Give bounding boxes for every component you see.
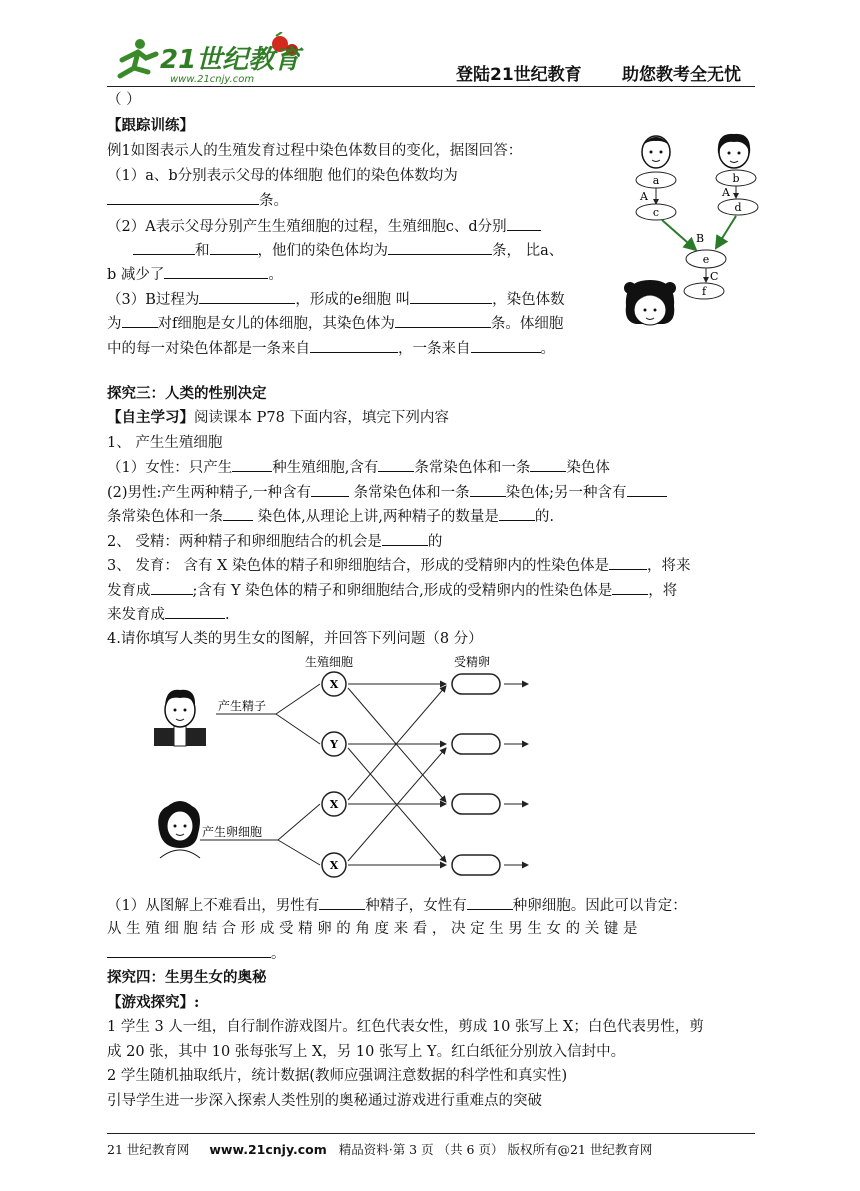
svg-text:C: C [710, 270, 719, 283]
logo [112, 32, 312, 88]
item3b: 发育成 ;含有 Y 染色体的精子和卵细胞结合,形成的受精卵内的性染色体是 ，将 [107, 580, 677, 601]
svg-text:X: X [329, 678, 339, 691]
blank[interactable] [165, 604, 225, 619]
blank[interactable] [410, 289, 492, 304]
blank[interactable] [609, 555, 647, 570]
blank[interactable] [378, 457, 414, 472]
svg-text:Y: Y [330, 738, 338, 751]
q2c: b 减少了 。 [107, 264, 283, 285]
blank[interactable] [627, 482, 667, 497]
blank[interactable] [151, 580, 193, 595]
zygote-box-1[interactable] [452, 674, 500, 694]
q2b: 和 ，他们的染色体均为 条， 比a、 [107, 240, 563, 261]
man-icon [154, 690, 206, 746]
germ-cell-y [322, 732, 346, 756]
q2a: （2）A表示父母分别产生生殖细胞的过程，生殖细胞c、d分别 [107, 216, 541, 237]
p2: 成 20 张，其中 10 张每张写上 X，另 10 张写上 Y。红白纸征分别放入信封中。 [107, 1044, 626, 1060]
slogan-left: 登陆21世纪教育 [456, 65, 582, 85]
male-line2: 条常染色体和一条 染色体,从理论上讲,两种精子的数量是 的. [107, 506, 554, 527]
game-title: 【游戏探究】: [107, 994, 200, 1011]
svg-text:X: X [329, 798, 339, 811]
blank[interactable] [107, 190, 259, 205]
zygote-box-4[interactable] [452, 855, 500, 875]
q1: （1）a、b分别表示父母的体细胞 他们的染色体数均为 [107, 168, 458, 184]
female-label: 产生卵细胞 [202, 825, 263, 839]
blank[interactable] [107, 943, 271, 958]
item3c: 来发育成 . [107, 604, 230, 625]
p3: 2 学生随机抽取纸片，统计数据(教师应强调注意数据的科学性和真实性) [107, 1068, 568, 1084]
blank[interactable] [133, 240, 195, 255]
daughter-face-icon [624, 280, 676, 325]
item2: 2、 受精：两种精子和卵细胞结合的机会是 的 [107, 531, 442, 552]
ans2: 从 生 殖 细 胞 结 合 形 成 受 精 卵 的 角 度 来 看 ， 决 定 生 男 生 女 的 关 键 是 [107, 921, 638, 937]
header-rule [107, 86, 755, 87]
q3a: （3）B过程为 ，形成的e细胞 叫 ，染色体数 [107, 289, 565, 310]
item4: 4.请你填写人类的男生女的图解，并回答下列问题（8 分） [107, 631, 483, 647]
germ-cell-label: 生殖细胞 [305, 655, 354, 669]
blank[interactable] [395, 313, 491, 328]
p4: 引导学生进一步深入探索人类性别的奥秘通过游戏进行重难点的突破 [107, 1093, 542, 1109]
blank[interactable] [499, 506, 535, 521]
section4-title: 探究四：生男生女的奥秘 [107, 970, 267, 986]
item1: 1、 产生生殖细胞 [107, 435, 223, 451]
sex-determination-diagram [140, 652, 540, 884]
svg-text:c: c [652, 206, 660, 219]
blank[interactable] [232, 457, 272, 472]
blank[interactable] [310, 338, 398, 353]
footer-text: 精品资料·第 3 页 （共 6 页） 版权所有@21 世纪教育网 [338, 1142, 653, 1157]
blank[interactable] [223, 506, 253, 521]
q3b: 为 对f细胞是女儿的体细胞，其染色体为 条。体细胞 [107, 313, 563, 334]
footer-rule [107, 1133, 755, 1134]
logo-url: www.21cnjy.com [170, 74, 255, 85]
top-paren: （ ） [107, 92, 141, 108]
blank[interactable] [311, 482, 349, 497]
zygote-label: 受精卵 [454, 655, 491, 669]
blank[interactable] [199, 289, 295, 304]
blank[interactable] [122, 313, 158, 328]
footer-url[interactable]: www.21cnjy.com [209, 1142, 327, 1157]
svg-text:A: A [722, 186, 730, 199]
mother-face-icon [718, 134, 750, 168]
zygote-box-2[interactable] [452, 734, 500, 754]
blank[interactable] [530, 457, 566, 472]
svg-text:A: A [640, 190, 648, 203]
footer-site: 21 世纪教育网 [107, 1142, 190, 1157]
p1: 1 学生 3 人一组，自行制作游戏图片。红色代表女性，剪成 10 张写上 X；白色代表男性，剪 [107, 1019, 704, 1035]
blank[interactable] [612, 580, 648, 595]
logo-text: 21世纪教育 [160, 45, 301, 75]
blank[interactable] [467, 895, 513, 910]
germ-cell-x2 [322, 792, 346, 816]
svg-text:B: B [696, 232, 705, 245]
svg-text:f: f [701, 285, 707, 298]
svg-text:a: a [652, 174, 660, 187]
svg-text:X: X [329, 859, 339, 872]
germ-cell-x1 [322, 672, 346, 696]
tracking-title: 【跟踪训练】 [107, 117, 194, 134]
q-intro: 例1如图表示人的生殖发育过程中染色体数目的变化，据图回答： [107, 143, 523, 159]
ans3: 。 [107, 943, 286, 964]
blank[interactable] [382, 531, 428, 546]
blank[interactable] [507, 216, 541, 231]
blank[interactable] [164, 264, 268, 279]
blank[interactable] [470, 482, 506, 497]
q1-cont: 条。 [107, 190, 288, 211]
svg-text:e: e [702, 253, 710, 266]
svg-text:d: d [734, 201, 742, 214]
footer [107, 1140, 652, 1158]
svg-text:b: b [732, 172, 740, 185]
ans1: （1）从图解上不难看出，男性有 种精子，女性有 种卵细胞。因此可以肯定： [107, 895, 687, 916]
woman-icon [158, 801, 200, 858]
father-face-icon [642, 136, 670, 168]
male-label: 产生精子 [218, 699, 267, 713]
blank[interactable] [388, 240, 492, 255]
self-study: 【自主学习】阅读课本 P78 下面内容，填完下列内容 [107, 409, 449, 426]
zygote-box-3[interactable] [452, 794, 500, 814]
germ-cell-x3 [322, 853, 346, 877]
female-line: （1）女性：只产生 种生殖细胞,含有 条常染色体和一条 染色体 [107, 457, 610, 478]
male-line1: (2)男性:产生两种精子,一种含有 条常染色体和一条 染色体;另一种含有 [107, 482, 667, 503]
q3c: 中的每一对染色体都是一条来自 ，一条来自 。 [107, 338, 555, 359]
section3-title: 探究三：人类的性别决定 [107, 386, 267, 402]
blank[interactable] [210, 240, 258, 255]
chromosome-diagram [612, 130, 772, 370]
slogan-right: 助您教考全无忧 [622, 65, 741, 85]
item3a: 3、 发育： 含有 X 染色体的精子和卵细胞结合，形成的受精卵内的性染色体是 ，将来 [107, 555, 690, 576]
blank[interactable] [319, 895, 365, 910]
blank[interactable] [471, 338, 541, 353]
